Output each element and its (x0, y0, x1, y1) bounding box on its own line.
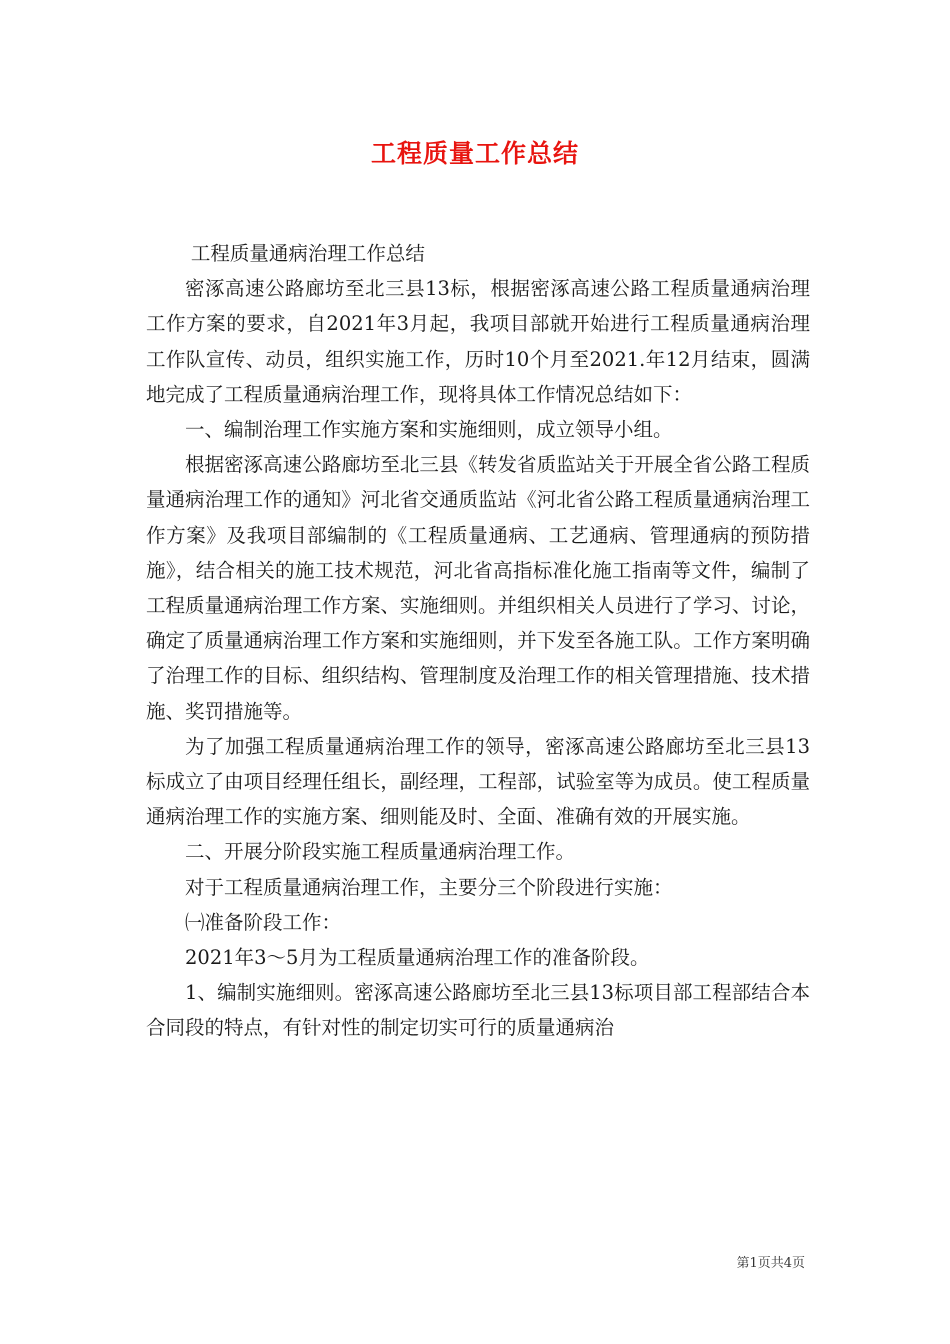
heading-section-1: 一、编制治理工作实施方案和实施细则，成立领导小组。 (185, 418, 673, 442)
paragraph-leadership-group: 为了加强工程质量通病治理工作的领导，密涿高速公路廊坊至北三县13标成立了由项目经理任组长，副经理，工程部，试验室等为成员。使工程质量通病治理工作的实施方案、细则能及时、全面、准确有效的开展实施。 (146, 734, 810, 829)
paragraph-section-1-body: 根据密涿高速公路廊坊至北三县《转发省质监站关于开展全省公路工程质量通病治理工作的通知》河北省交通质监站《河北省公路工程质量通病治理工作方案》及我项目部编制的《工程质量通病、工艺通病、管理通病的预防措施》，结合相关的施工技术规范，河北省高指标准化施工指南等文件，编制了工程质量通病治理工作方案、实施细则。并组织相关人员进行了学习、讨论，确定了质量通病治理工作方案和实施细则，并下发至各施工队。工作方案明确了治理工作的目标、组织结构、管理制度及治理工作的相关管理措施、技术措施、奖罚措施等。 (146, 453, 810, 723)
document-subtitle: 工程质量通病治理工作总结 (190, 242, 425, 265)
paragraph-intro: 密涿高速公路廊坊至北三县13标，根据密涿高速公路工程质量通病治理工作方案的要求，自2021年3月起，我项目部就开始进行工程质量通病治理工作队宣传、动员，组织实施工作，历时10个月至2021.年12月结束，圆满地完成了工程质量通病治理工作，现将具体工作情况总结如下： (146, 277, 810, 406)
heading-section-2: 二、开展分阶段实施工程质量通病治理工作。 (185, 840, 576, 864)
heading-preparation-stage: ㈠准备阶段工作： (185, 910, 342, 934)
document-body (146, 236, 810, 1046)
document-title: 工程质量工作总结 (370, 139, 579, 168)
page-number: 第1页共4页 (736, 1256, 805, 1271)
paragraph-three-stages: 对于工程质量通病治理工作，主要分三个阶段进行实施： (185, 875, 673, 899)
paragraph-implementation-rules: 1、编制实施细则。密涿高速公路廊坊至北三县13标项目部工程部结合本合同段的特点，有针对性的制定切实可行的质量通病治 (146, 981, 810, 1040)
paragraph-preparation-period: 2021年3～5月为工程质量通病治理工作的准备阶段。 (185, 946, 650, 970)
